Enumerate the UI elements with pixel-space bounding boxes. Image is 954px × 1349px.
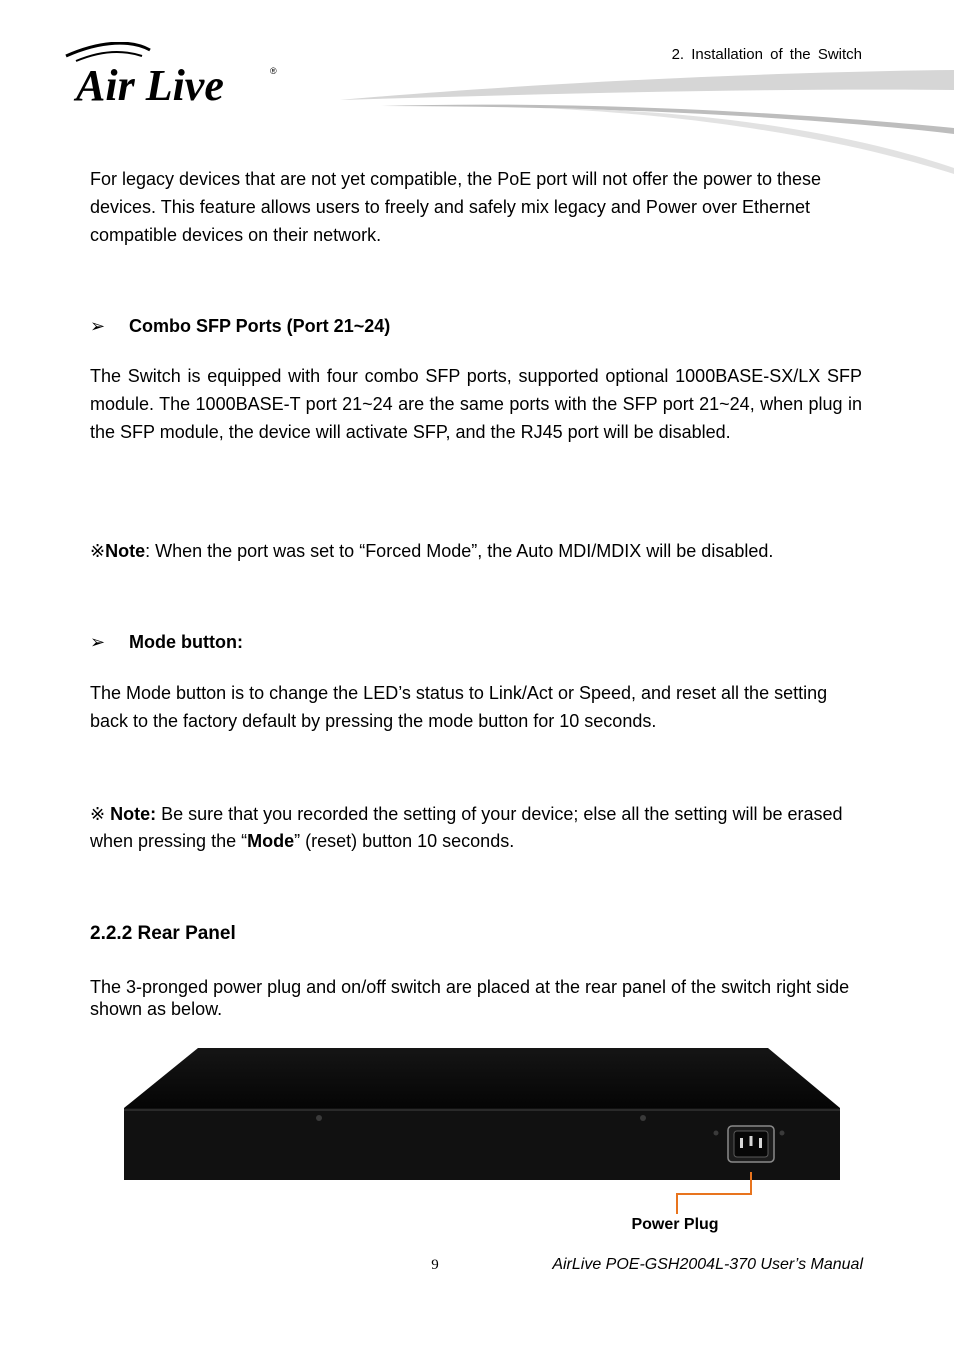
- note-label: Note: [105, 541, 146, 561]
- screw-icon: [780, 1131, 785, 1136]
- screw-icon: [316, 1115, 322, 1121]
- section-title: 2. Installation of the Switch: [671, 46, 862, 63]
- rear-panel-paragraph: The 3-pronged power plug and on/off switch are placed at the rear panel of the switch right side shown as below.: [90, 977, 850, 1019]
- note-symbol: ※: [90, 804, 106, 824]
- note-text: Be sure that you recorded the setting of your device; else all the setting will be erased when pressing the “: [90, 804, 843, 851]
- rear-panel-figure: [120, 1042, 844, 1242]
- manual-title: AirLive POE-GSH2004L-370 User’s Manual: [552, 1256, 863, 1273]
- power-plug-label: Power Plug: [631, 1216, 719, 1233]
- bullet-arrow-icon: ➢: [90, 632, 106, 652]
- header-swoosh-graphic: [340, 66, 954, 176]
- note-label: Note:: [110, 804, 157, 824]
- note-forced-mode: [90, 537, 862, 565]
- note-text: : When the port was set to “Forced Mode”, the Auto MDI/MDIX will be disabled.: [145, 541, 774, 561]
- page-number: 9: [431, 1257, 439, 1273]
- rear-panel-heading: 2.2.2 Rear Panel: [90, 923, 236, 944]
- mode-keyword: Mode: [247, 831, 295, 851]
- combo-sfp-heading-text: Combo SFP Ports (Port 21~24): [129, 316, 391, 336]
- note-symbol: ※: [90, 541, 106, 561]
- bullet-arrow-icon: ➢: [90, 316, 106, 336]
- logo-wordmark: Air Live: [76, 61, 224, 104]
- combo-sfp-heading: [90, 314, 390, 338]
- power-plug-socket-icon: [728, 1126, 774, 1162]
- legacy-paragraph: For legacy devices that are not yet compatible, the PoE port will not offer the power to these devices. This feature allows users to freely and safely mix legacy and Power over Ethernet compatible devices on their network.: [90, 169, 822, 245]
- screw-icon: [714, 1131, 719, 1136]
- switch-top-surface: [124, 1048, 840, 1108]
- mode-button-heading-text: Mode button:: [129, 632, 243, 652]
- mode-button-paragraph: The Mode button is to change the LED’s status to Link/Act or Speed, and reset all the setting back to the factory default by pressing the mode button for 10 seconds.: [90, 683, 828, 731]
- note-text: ” (reset) button 10 seconds.: [294, 831, 515, 851]
- registered-mark: ®: [270, 66, 277, 76]
- note-mode-reset: [90, 801, 862, 855]
- airlive-logo: [62, 42, 287, 104]
- mode-button-heading: [90, 630, 243, 654]
- screw-icon: [640, 1115, 646, 1121]
- combo-sfp-paragraph: The Switch is equipped with four combo SFP ports, supported optional 1000BASE-SX/LX SFP module. The 1000BASE-T port 21~24 are the same ports with the SFP port 21~24, when plug in the SFP module, the device will activate SFP, and the RJ45 port will be disabled.: [90, 366, 862, 442]
